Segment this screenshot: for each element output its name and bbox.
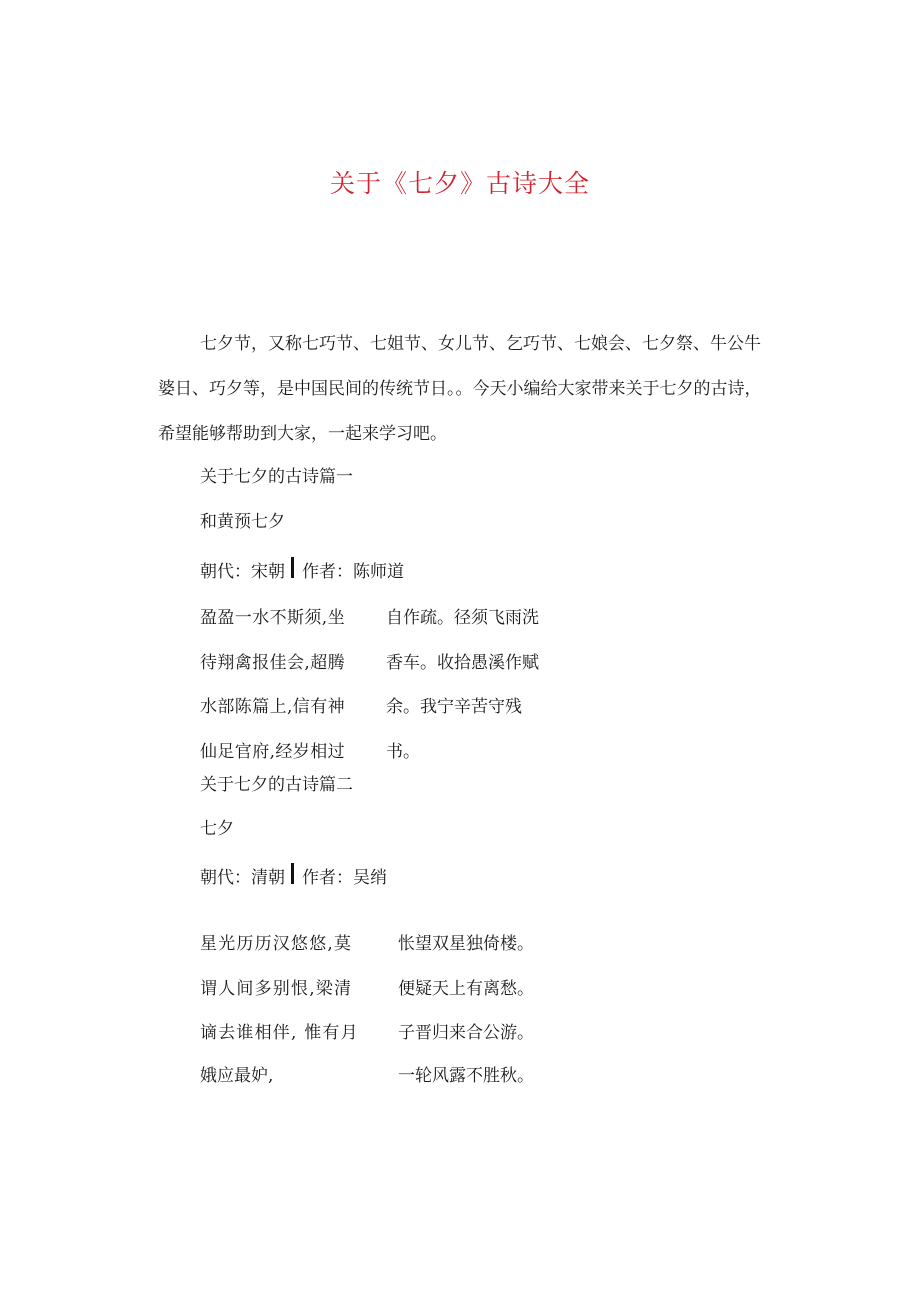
verse-right-line: 一轮风露不胜秋。 — [398, 1066, 534, 1086]
intro-paragraph: 七夕节，又称七巧节、七姐节、女儿节、乞巧节、七娘会、七夕祭、牛公牛婆日、巧夕等，是中国民间的传统节日。。今天小编给大家带来关于七夕的古诗，希望能够帮助到大家，一起来学习吧。 — [158, 334, 762, 444]
verse-left-line: 谓人间多别恨,梁清 — [200, 979, 353, 999]
document-title: 关于《七夕》古诗大全 — [329, 169, 590, 198]
separator-bar — [291, 863, 294, 884]
verse-left-line: 水部陈篇上,信有神 — [200, 697, 346, 717]
separator-bar — [291, 557, 294, 578]
dynasty-label: 朝代：清朝 — [200, 868, 285, 888]
verse-left-line: 娥应最妒, — [200, 1066, 274, 1086]
section-heading: 关于七夕的古诗篇二 — [200, 775, 353, 795]
author-label: 作者：吴绡 — [302, 868, 387, 888]
verse-right-line: 子晋归来合公游。 — [398, 1023, 534, 1043]
verse-left-line: 星光历历汉悠悠,莫 — [200, 934, 353, 954]
poem-meta — [200, 863, 387, 888]
verse-right-line: 便疑天上有离愁。 — [398, 979, 534, 999]
verse-right-line: 怅望双星独倚楼。 — [398, 934, 534, 954]
section-heading: 关于七夕的古诗篇一 — [200, 467, 353, 487]
verse-left-line: 盈盈一水不斯须,坐 — [200, 608, 346, 628]
verse-left-line: 待翔禽报佳会,超腾 — [200, 653, 346, 673]
verse-left-line: 仙足官府,经岁相过 — [200, 742, 346, 762]
verse-right-line: 自作疏。径须飞雨洗 — [386, 608, 539, 628]
verse-right-line: 余。我宁辛苦守残 — [386, 697, 522, 717]
dynasty-label: 朝代：宋朝 — [200, 562, 285, 582]
poem-title: 和黄预七夕 — [200, 512, 285, 532]
verse-right-line: 书。 — [386, 742, 420, 762]
poem-meta — [200, 557, 404, 582]
poem-title: 七夕 — [200, 819, 234, 839]
verse-left-line: 谪去谁相伴, 惟有月 — [200, 1023, 359, 1043]
verse-right-line: 香车。收拾愚溪作赋 — [386, 653, 539, 673]
author-label: 作者：陈师道 — [302, 562, 404, 582]
